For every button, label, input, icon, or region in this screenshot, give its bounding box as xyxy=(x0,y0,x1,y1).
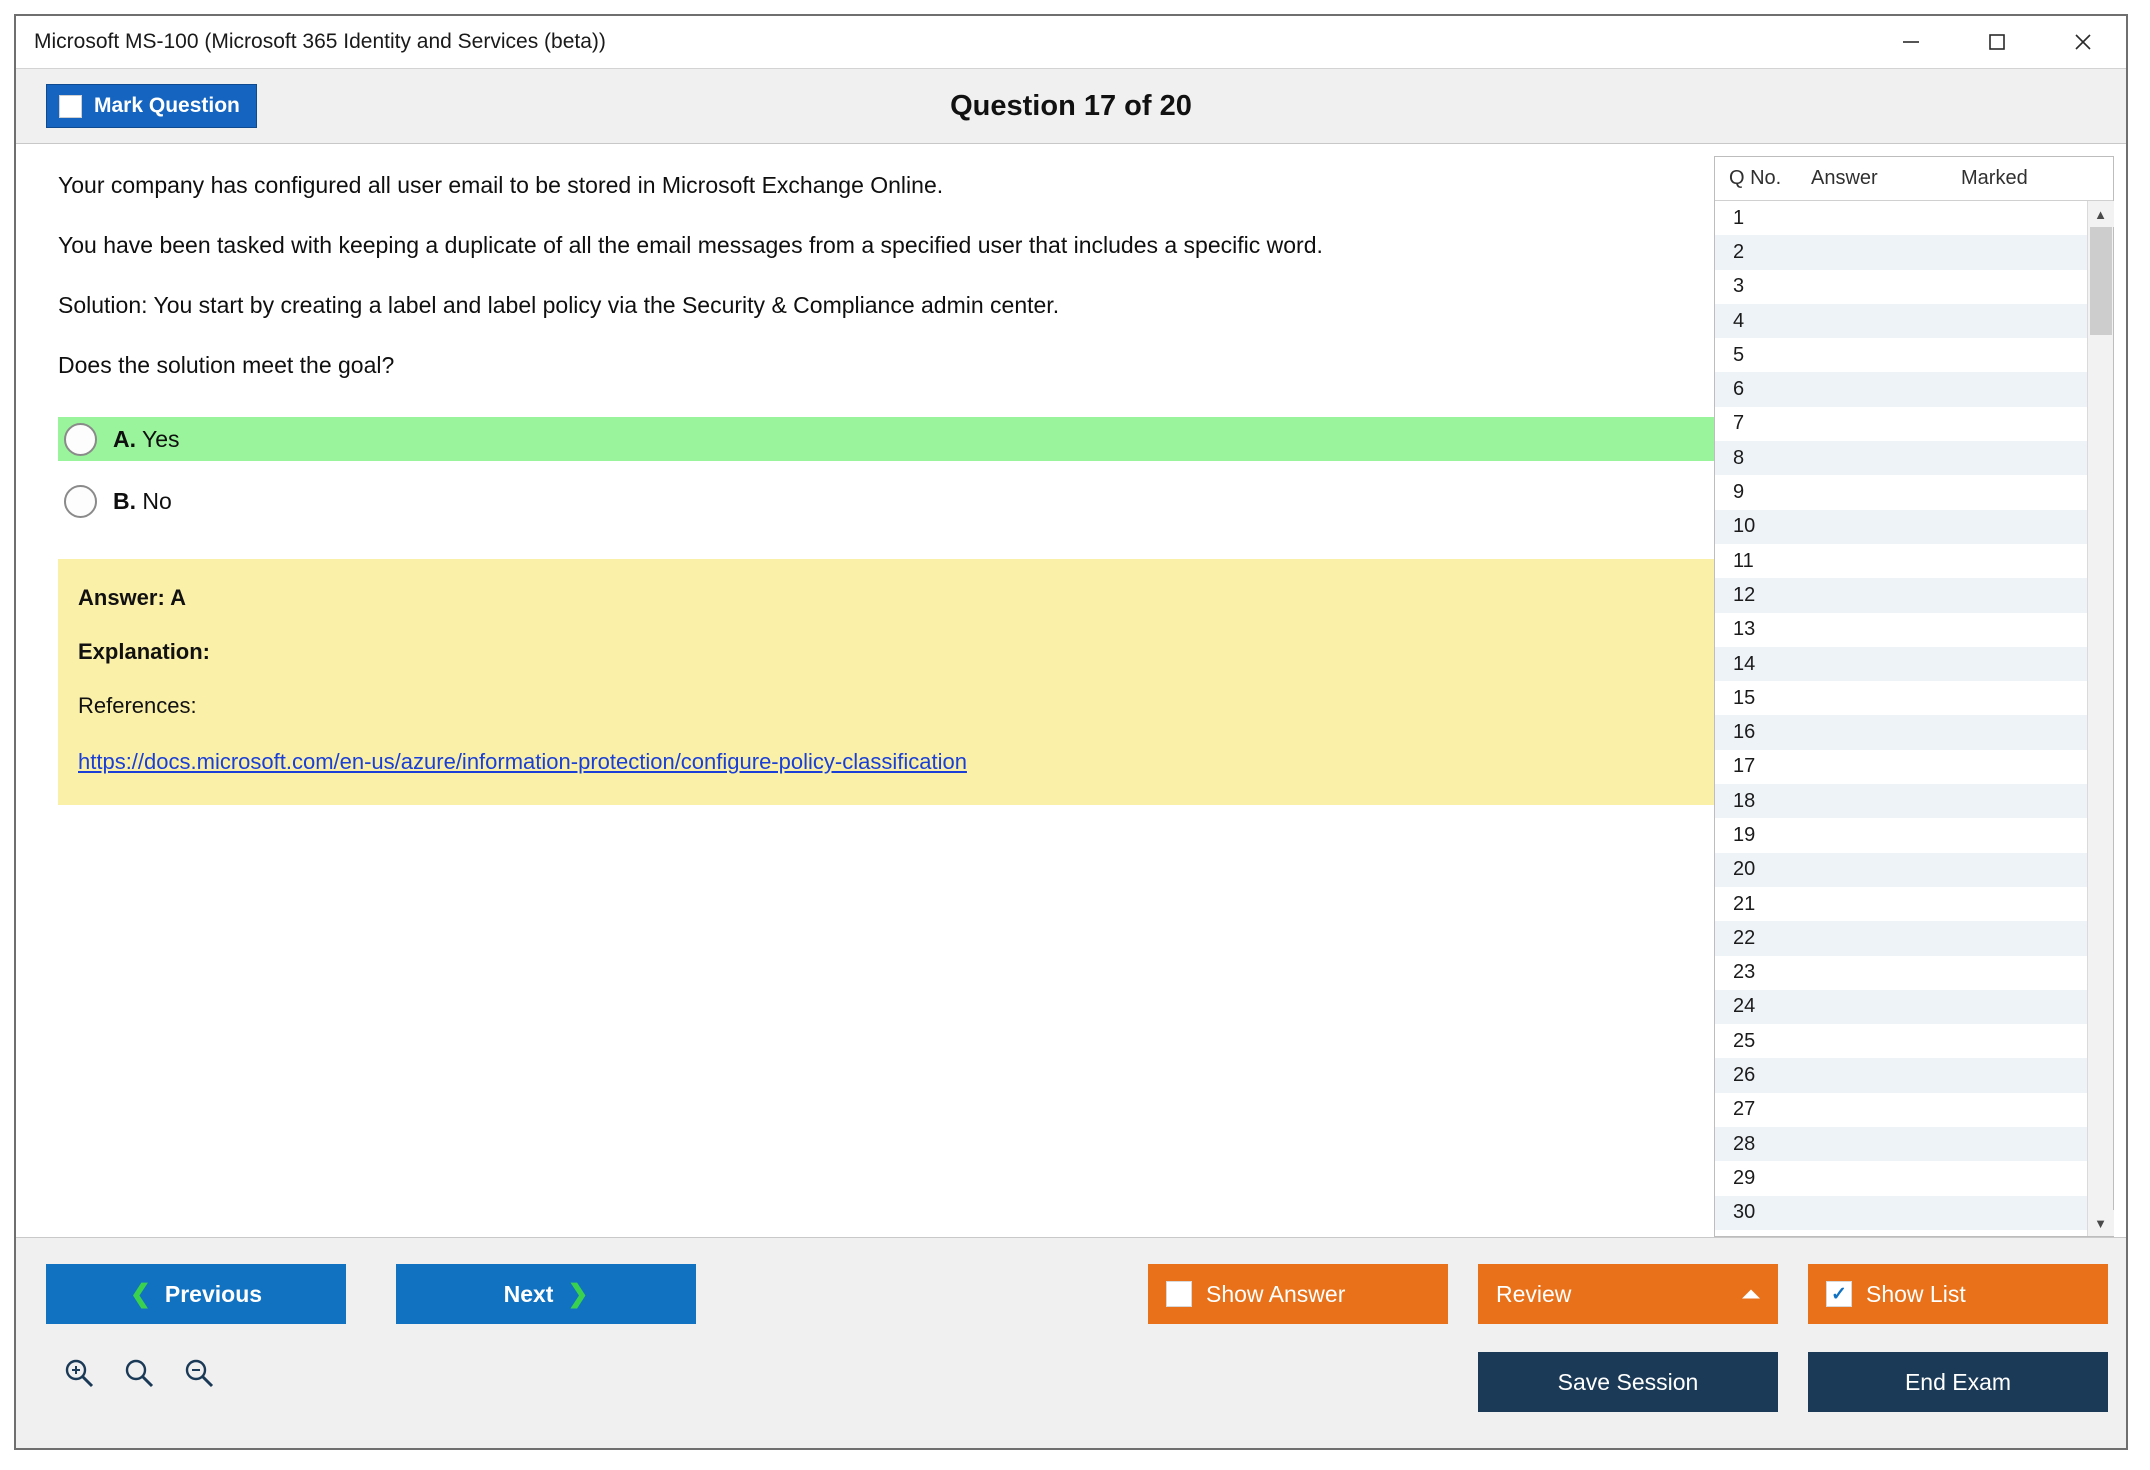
review-label: Review xyxy=(1496,1280,1572,1307)
show-answer-label: Show Answer xyxy=(1206,1280,1346,1307)
footer-toolbar xyxy=(16,1237,2126,1448)
question-list-body xyxy=(1715,201,2113,1236)
question-list-row[interactable] xyxy=(1715,578,2087,612)
question-list-row[interactable] xyxy=(1715,681,2087,715)
exam-header xyxy=(16,68,2126,144)
question-list-row[interactable] xyxy=(1715,510,2087,544)
question-list-row-number: 16 xyxy=(1733,721,1756,744)
end-exam-button[interactable] xyxy=(1808,1352,2108,1412)
question-paragraph-2: You have been tasked with keeping a duplicate of all the email messages from a specified user that includes a specific word. xyxy=(58,232,1323,259)
question-list-row-number: 30 xyxy=(1733,1201,1756,1224)
question-paragraph-1: Your company has configured all user email to be stored in Microsoft Exchange Online. xyxy=(58,172,944,198)
question-list-row-number: 8 xyxy=(1733,446,1745,469)
references-label: References: xyxy=(78,693,197,719)
question-list-row-number: 4 xyxy=(1733,309,1745,332)
end-exam-label: End Exam xyxy=(1904,1368,2012,1395)
question-list-row-number: 25 xyxy=(1733,1029,1756,1052)
radio-icon-b[interactable] xyxy=(64,485,97,518)
question-list-row-number: 26 xyxy=(1733,1064,1756,1087)
save-session-button[interactable] xyxy=(1478,1352,1778,1412)
question-list-header xyxy=(1715,157,2113,201)
question-list-row-number: 3 xyxy=(1733,275,1745,298)
answer-label: Answer: A xyxy=(78,585,186,611)
question-list-row-number: 19 xyxy=(1733,823,1756,846)
question-list-scrollbar[interactable] xyxy=(2087,201,2113,1236)
question-list-row-number: 24 xyxy=(1733,995,1756,1018)
window-controls xyxy=(1868,16,2126,68)
question-list-row[interactable] xyxy=(1715,1196,2087,1230)
question-list-row-number: 1 xyxy=(1733,206,1745,229)
question-list-row-number: 15 xyxy=(1733,686,1756,709)
scrollbar-thumb[interactable] xyxy=(2090,227,2112,335)
previous-label: Previous xyxy=(164,1280,263,1307)
question-list-row[interactable] xyxy=(1715,1161,2087,1195)
question-list-row[interactable] xyxy=(1715,921,2087,955)
show-list-checkbox-icon[interactable] xyxy=(1826,1281,1852,1307)
chevron-left-icon: ❮ xyxy=(129,1280,151,1308)
question-list-row-number: 20 xyxy=(1733,858,1756,881)
question-list-row-number: 12 xyxy=(1733,583,1756,606)
scroll-up-icon[interactable]: ▲ xyxy=(2088,201,2114,227)
question-list-row[interactable] xyxy=(1715,1093,2087,1127)
question-list-row-number: 21 xyxy=(1733,892,1756,915)
question-counter: Question 17 of 20 xyxy=(950,89,1192,122)
question-list-row[interactable] xyxy=(1715,441,2087,475)
choice-text-a: Yes xyxy=(141,425,180,452)
previous-button[interactable] xyxy=(46,1264,346,1324)
minimize-icon[interactable] xyxy=(1868,16,1954,68)
question-list-row-number: 5 xyxy=(1733,343,1745,366)
question-list-row-number: 17 xyxy=(1733,755,1756,778)
show-answer-checkbox-icon[interactable] xyxy=(1166,1281,1192,1307)
chevron-right-icon: ❯ xyxy=(567,1280,589,1308)
explanation-label: Explanation: xyxy=(78,639,211,665)
choice-option-a[interactable] xyxy=(58,417,1714,461)
answer-explanation-box xyxy=(58,559,1714,805)
question-list-row[interactable] xyxy=(1715,372,2087,406)
window-title: Microsoft MS-100 (Microsoft 365 Identity and Services (beta)) xyxy=(34,30,606,53)
review-button[interactable] xyxy=(1478,1264,1778,1324)
exam-window xyxy=(14,14,2128,1450)
title-bar xyxy=(16,16,2126,68)
choice-option-b[interactable] xyxy=(58,479,1680,523)
question-list-row[interactable] xyxy=(1715,1058,2087,1092)
zoom-in-icon[interactable] xyxy=(62,1356,96,1390)
question-list-row-number: 22 xyxy=(1733,926,1756,949)
question-list-row[interactable] xyxy=(1715,613,2087,647)
question-list-row-number: 9 xyxy=(1733,481,1745,504)
question-list-row-number: 10 xyxy=(1733,515,1756,538)
radio-icon-a[interactable] xyxy=(64,423,97,456)
column-header-marked: Marked xyxy=(1961,167,2028,189)
question-pane xyxy=(16,144,1714,1237)
maximize-icon[interactable] xyxy=(1954,16,2040,68)
question-list-row[interactable] xyxy=(1715,1127,2087,1161)
show-list-check-glyph: ✓ xyxy=(1831,1283,1847,1305)
question-list-row[interactable] xyxy=(1715,784,2087,818)
question-list-row[interactable] xyxy=(1715,407,2087,441)
question-list-row-number: 23 xyxy=(1733,961,1756,984)
question-list-row-number: 27 xyxy=(1733,1098,1756,1121)
column-header-qno: Q No. xyxy=(1729,167,1782,189)
zoom-out-icon[interactable] xyxy=(182,1356,216,1390)
save-session-label: Save Session xyxy=(1557,1368,1699,1395)
question-list-row[interactable] xyxy=(1715,715,2087,749)
question-list-row-number: 11 xyxy=(1733,549,1754,572)
chevron-up-icon xyxy=(1742,1290,1760,1299)
mark-question-label: Mark Question xyxy=(94,94,240,117)
question-list-panel xyxy=(1714,156,2114,1237)
question-list-row[interactable] xyxy=(1715,544,2087,578)
question-list-row[interactable] xyxy=(1715,235,2087,269)
next-label: Next xyxy=(503,1280,554,1307)
question-list-row-number: 29 xyxy=(1733,1166,1756,1189)
question-list-row[interactable] xyxy=(1715,990,2087,1024)
question-list-row-number: 13 xyxy=(1733,618,1756,641)
show-list-label: Show List xyxy=(1866,1280,1966,1307)
question-list-row-number: 6 xyxy=(1733,378,1745,401)
choice-text-b: No xyxy=(142,487,172,514)
question-list-row[interactable] xyxy=(1715,270,2087,304)
show-answer-button[interactable] xyxy=(1148,1264,1448,1324)
show-list-button[interactable] xyxy=(1808,1264,2108,1324)
question-list-row[interactable] xyxy=(1715,956,2087,990)
question-list-row[interactable] xyxy=(1715,201,2087,235)
close-icon[interactable] xyxy=(2040,16,2126,68)
question-list-row[interactable] xyxy=(1715,750,2087,784)
answer-choices xyxy=(58,417,1680,523)
question-list-row[interactable] xyxy=(1715,1024,2087,1058)
reference-link[interactable]: https://docs.microsoft.com/en-us/azure/information-protection/configure-policy-classification xyxy=(78,749,967,775)
zoom-controls xyxy=(62,1356,216,1390)
question-list-rows[interactable] xyxy=(1715,201,2087,1236)
question-list-row[interactable] xyxy=(1715,853,2087,887)
question-list-row[interactable] xyxy=(1715,647,2087,681)
question-paragraph-3: Solution: You start by creating a label and label policy via the Security & Compliance admin center. xyxy=(58,292,1060,319)
body-area xyxy=(16,144,2126,1237)
question-list-row-number: 7 xyxy=(1733,412,1745,435)
question-list-row[interactable] xyxy=(1715,304,2087,338)
mark-question-button[interactable] xyxy=(46,84,257,128)
choice-letter-b: B. xyxy=(113,487,136,514)
question-list-row-number: 28 xyxy=(1733,1132,1756,1155)
zoom-fit-icon[interactable] xyxy=(122,1356,156,1390)
question-list-row[interactable] xyxy=(1715,818,2087,852)
choice-letter-a: A. xyxy=(113,425,136,452)
column-header-answer: Answer xyxy=(1811,167,1878,189)
question-list-row[interactable] xyxy=(1715,475,2087,509)
question-list-row-number: 14 xyxy=(1733,652,1756,675)
mark-question-checkbox-icon[interactable] xyxy=(59,95,82,118)
question-list-row-number: 18 xyxy=(1733,789,1756,812)
next-button[interactable] xyxy=(396,1264,696,1324)
scroll-down-icon[interactable]: ▼ xyxy=(2088,1210,2114,1236)
question-list-row-number: 2 xyxy=(1733,240,1745,263)
question-paragraph-4: Does the solution meet the goal? xyxy=(58,352,395,379)
question-list-row[interactable] xyxy=(1715,338,2087,372)
question-list-row[interactable] xyxy=(1715,887,2087,921)
scrollbar-track[interactable] xyxy=(2088,227,2113,1210)
